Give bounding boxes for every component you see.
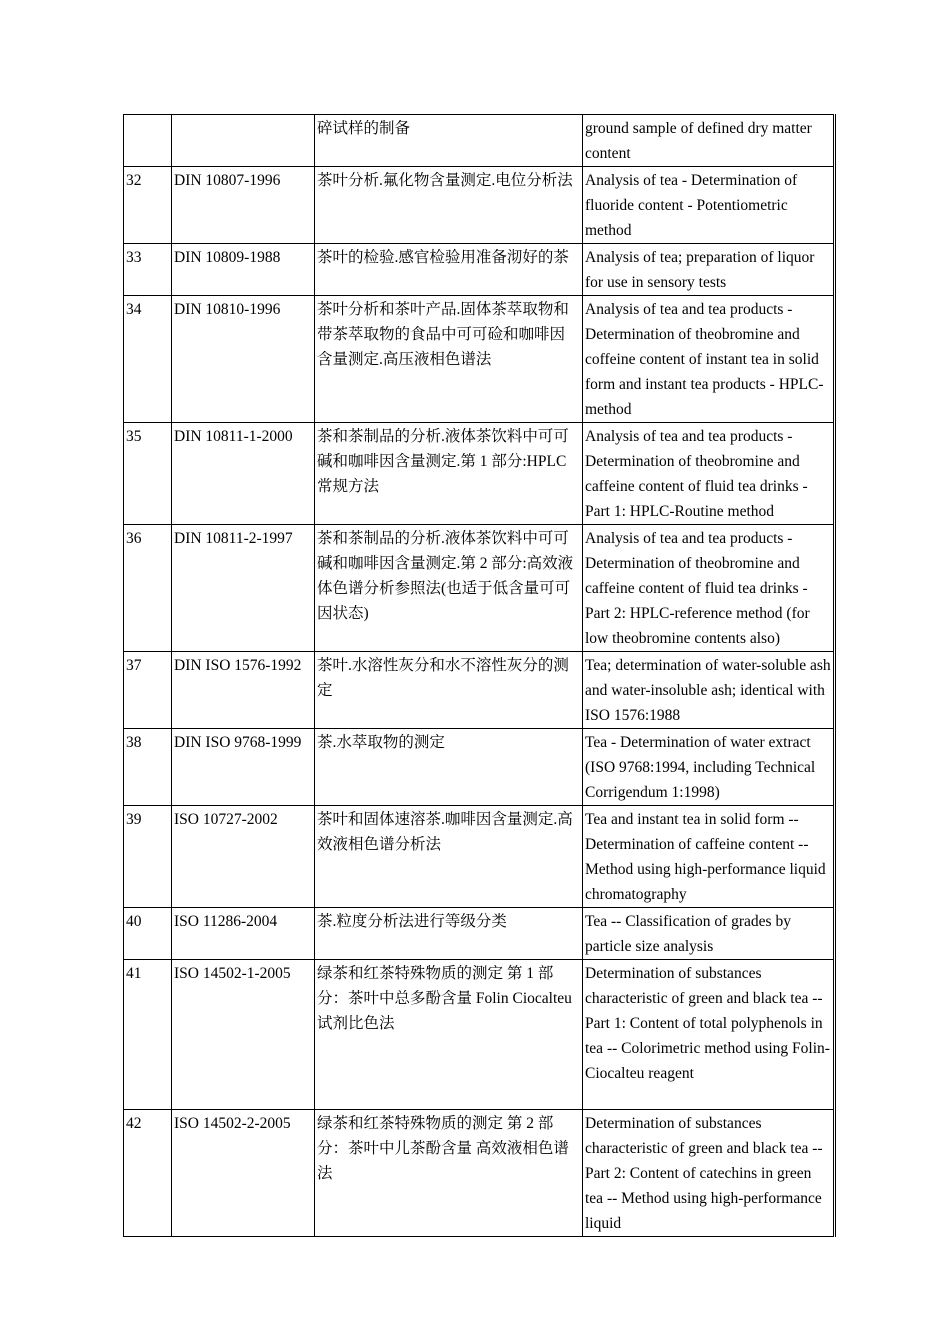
standard-code: DIN 10810-1996 — [172, 296, 315, 423]
standard-code: DIN 10811-2-1997 — [172, 525, 315, 652]
row-number: 36 — [124, 525, 172, 652]
table-row — [124, 1110, 835, 1237]
standard-code: DIN 10809-1988 — [172, 244, 315, 296]
table-row — [124, 652, 835, 729]
row-number: 35 — [124, 423, 172, 525]
row-number: 33 — [124, 244, 172, 296]
chinese-title: 碎试样的制备 — [315, 115, 583, 167]
table-row — [124, 296, 835, 423]
chinese-title: 茶.粒度分析法进行等级分类 — [315, 908, 583, 960]
english-title: Tea -- Classification of grades by particle size analysis — [583, 908, 835, 960]
chinese-title: 茶.水萃取物的测定 — [315, 729, 583, 806]
standard-code: ISO 14502-2-2005 — [172, 1110, 315, 1237]
chinese-title: 绿茶和红茶特殊物质的测定 第 2 部分：茶叶中儿茶酚含量 高效液相色谱法 — [315, 1110, 583, 1237]
chinese-title: 茶叶分析和茶叶产品.固体茶萃取物和带茶萃取物的食品中可可硷和咖啡因含量测定.高压液相色谱法 — [315, 296, 583, 423]
chinese-title: 茶和茶制品的分析.液体茶饮料中可可碱和咖啡因含量测定.第 2 部分:高效液体色谱分析参照法(也适于低含量可可因状态) — [315, 525, 583, 652]
standards-table — [123, 114, 836, 1237]
english-title: Tea and instant tea in solid form -- Determination of caffeine content -- Method using high-performance liquid chromatography — [583, 806, 835, 908]
row-number: 42 — [124, 1110, 172, 1237]
chinese-title: 茶叶分析.氟化物含量测定.电位分析法 — [315, 167, 583, 244]
table-row — [124, 908, 835, 960]
standard-code: ISO 11286-2004 — [172, 908, 315, 960]
table-row — [124, 960, 835, 1110]
row-number: 39 — [124, 806, 172, 908]
chinese-title: 茶叶.水溶性灰分和水不溶性灰分的测定 — [315, 652, 583, 729]
standards-table-body — [124, 115, 835, 1237]
chinese-title: 茶和茶制品的分析.液体茶饮料中可可碱和咖啡因含量测定.第 1 部分:HPLC 常规方法 — [315, 423, 583, 525]
row-number — [124, 115, 172, 167]
table-row — [124, 115, 835, 167]
table-row — [124, 244, 835, 296]
table-row — [124, 729, 835, 806]
english-title: Determination of substances characteristic of green and black tea -- Part 2: Content of catechins in green tea -- Method using high-performance liquid — [583, 1110, 835, 1237]
table-row — [124, 423, 835, 525]
chinese-title: 茶叶和固体速溶茶.咖啡因含量测定.高效液相色谱分析法 — [315, 806, 583, 908]
row-number: 37 — [124, 652, 172, 729]
english-title: Tea; determination of water-soluble ash and water-insoluble ash; identical with ISO 1576:1988 — [583, 652, 835, 729]
standard-code: DIN ISO 9768-1999 — [172, 729, 315, 806]
row-number: 34 — [124, 296, 172, 423]
chinese-title: 绿茶和红茶特殊物质的测定 第 1 部分：茶叶中总多酚含量 Folin Ciocalteu 试剂比色法 — [315, 960, 583, 1110]
english-title: Analysis of tea - Determination of fluoride content - Potentiometric method — [583, 167, 835, 244]
table-row — [124, 525, 835, 652]
english-title: Tea - Determination of water extract (ISO 9768:1994, including Technical Corrigendum 1:1998) — [583, 729, 835, 806]
english-title: Analysis of tea and tea products - Determination of theobromine and caffeine content of fluid tea drinks - Part 2: HPLC-reference method (for low theobromine contents also) — [583, 525, 835, 652]
chinese-title: 茶叶的检验.感官检验用准备沏好的茶 — [315, 244, 583, 296]
table-row — [124, 167, 835, 244]
english-title: Analysis of tea and tea products - Determination of theobromine and coffeine content of instant tea in solid form and instant tea products - HPLC-method — [583, 296, 835, 423]
standard-code: ISO 10727-2002 — [172, 806, 315, 908]
standard-code: DIN 10807-1996 — [172, 167, 315, 244]
row-number: 32 — [124, 167, 172, 244]
row-number: 38 — [124, 729, 172, 806]
english-title: Analysis of tea; preparation of liquor for use in sensory tests — [583, 244, 835, 296]
standard-code — [172, 115, 315, 167]
row-number: 40 — [124, 908, 172, 960]
english-title: ground sample of defined dry matter content — [583, 115, 835, 167]
table-row — [124, 806, 835, 908]
row-number: 41 — [124, 960, 172, 1110]
standard-code: DIN 10811-1-2000 — [172, 423, 315, 525]
english-title: Determination of substances characteristic of green and black tea -- Part 1: Content of total polyphenols in tea -- Colorimetric method using Folin-Ciocalteu reagent — [583, 960, 835, 1110]
standard-code: DIN ISO 1576-1992 — [172, 652, 315, 729]
standard-code: ISO 14502-1-2005 — [172, 960, 315, 1110]
english-title: Analysis of tea and tea products - Determination of theobromine and caffeine content of fluid tea drinks - Part 1: HPLC-Routine method — [583, 423, 835, 525]
